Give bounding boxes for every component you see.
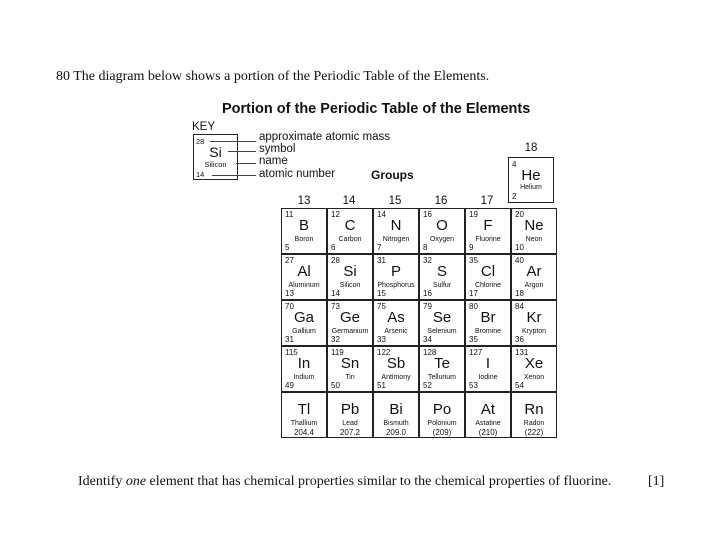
element-cell xyxy=(511,254,557,300)
group-number-18-top: 18 xyxy=(524,142,538,154)
element-cell xyxy=(419,300,465,346)
element-number: (209) xyxy=(432,428,452,437)
element-cell xyxy=(465,300,511,346)
element-name: Polonium xyxy=(427,420,457,427)
element-mass: 11 xyxy=(285,210,294,219)
element-name: Germanium xyxy=(331,328,369,335)
element-symbol: Al xyxy=(297,263,311,280)
element-symbol: Pb xyxy=(340,401,360,418)
element-cell xyxy=(465,208,511,254)
prompt-prefix: Identify xyxy=(78,474,126,489)
element-number: 50 xyxy=(331,381,340,390)
element-number: 9 xyxy=(469,243,474,252)
element-symbol: N xyxy=(390,217,402,234)
element-number: 52 xyxy=(423,381,432,390)
group-number-13: 13 xyxy=(297,195,311,207)
group-number-15: 15 xyxy=(388,195,402,207)
element-cell xyxy=(327,392,373,438)
element-cell xyxy=(327,208,373,254)
element-number: 2 xyxy=(512,192,517,201)
diagram-title: Portion of the Periodic Table of the Elements xyxy=(222,101,531,117)
element-number: 49 xyxy=(285,381,294,390)
element-number: 54 xyxy=(515,381,524,390)
element-name: Selenium xyxy=(427,328,457,335)
element-mass: 32 xyxy=(423,256,432,265)
element-name: Boron xyxy=(294,236,314,243)
element-symbol: Rn xyxy=(524,401,544,418)
group-number-16: 16 xyxy=(434,195,448,207)
element-symbol: Xe xyxy=(524,355,544,372)
element-cell-helium xyxy=(508,157,554,203)
key-leader-name xyxy=(236,163,256,164)
element-name: Indium xyxy=(293,374,315,381)
question-text: 80 The diagram below shows a portion of the Periodic Table of the Elements. xyxy=(56,69,490,84)
element-number: 10 xyxy=(515,243,524,252)
element-name: Krypton xyxy=(521,328,547,335)
key-desc-number: atomic number xyxy=(259,168,336,180)
element-number: 36 xyxy=(515,335,524,344)
element-cell xyxy=(465,346,511,392)
element-number: 15 xyxy=(377,289,386,298)
element-number: 51 xyxy=(377,381,386,390)
element-symbol: Ge xyxy=(339,309,360,326)
key-name: Silicon xyxy=(204,160,227,169)
element-number: 13 xyxy=(285,289,294,298)
element-symbol: I xyxy=(485,355,491,372)
element-mass: 19 xyxy=(469,210,478,219)
element-name: Chlorine xyxy=(474,282,502,289)
element-symbol: Te xyxy=(434,355,450,372)
element-number: 34 xyxy=(423,335,432,344)
element-cell xyxy=(327,254,373,300)
element-cell xyxy=(511,346,557,392)
element-symbol: As xyxy=(387,309,405,326)
element-mass: 127 xyxy=(469,348,483,357)
answer-prompt xyxy=(78,474,611,490)
element-number: 7 xyxy=(377,243,382,252)
element-symbol: B xyxy=(298,217,309,234)
element-symbol: Ga xyxy=(293,309,314,326)
key-leader-symbol xyxy=(228,151,256,152)
element-mass: 73 xyxy=(331,302,340,311)
group-number-14: 14 xyxy=(342,195,356,207)
element-number: 204.4 xyxy=(293,428,315,437)
element-name: Helium xyxy=(520,184,542,191)
element-number: 16 xyxy=(423,289,432,298)
element-number: 209.0 xyxy=(385,428,407,437)
element-mass: 14 xyxy=(377,210,386,219)
element-cell xyxy=(373,346,419,392)
element-symbol: C xyxy=(344,217,356,234)
element-number: 6 xyxy=(331,243,336,252)
key-desc-symbol: symbol xyxy=(259,143,296,155)
element-mass: 122 xyxy=(377,348,391,357)
element-mass: 35 xyxy=(469,256,478,265)
element-symbol: O xyxy=(436,217,448,234)
element-name: Xenon xyxy=(523,374,545,381)
prompt-emphasis: one xyxy=(125,474,147,489)
element-name: Fluorine xyxy=(475,236,501,243)
element-symbol: Ar xyxy=(526,263,542,280)
element-cell xyxy=(511,392,557,438)
element-cell xyxy=(419,392,465,438)
element-cell xyxy=(373,392,419,438)
element-cell xyxy=(327,300,373,346)
element-cell xyxy=(511,300,557,346)
element-name: Oxygen xyxy=(429,236,455,243)
element-mass: 70 xyxy=(285,302,294,311)
element-mass: 28 xyxy=(331,256,340,265)
element-number: 35 xyxy=(469,335,478,344)
element-cell xyxy=(281,346,327,392)
element-symbol: In xyxy=(297,355,311,372)
element-cell xyxy=(281,392,327,438)
groups-label: Groups xyxy=(371,168,414,182)
element-symbol: Cl xyxy=(480,263,496,280)
element-name: Neon xyxy=(525,236,543,243)
element-symbol: Br xyxy=(480,309,496,326)
element-name: Sulfur xyxy=(432,282,452,289)
element-mass: 128 xyxy=(423,348,437,357)
element-symbol: At xyxy=(480,401,496,418)
element-name: Astatine xyxy=(475,420,501,427)
element-symbol: Sn xyxy=(340,355,360,372)
element-symbol: P xyxy=(390,263,401,280)
element-grid xyxy=(281,208,557,438)
element-cell xyxy=(327,346,373,392)
element-name: Thallium xyxy=(290,420,318,427)
element-symbol: S xyxy=(436,263,447,280)
element-name: Bismuth xyxy=(383,420,409,427)
key-desc-mass: approximate atomic mass xyxy=(259,131,391,143)
element-mass: 115 xyxy=(285,348,298,357)
element-number: 14 xyxy=(331,289,340,298)
element-number: (210) xyxy=(478,428,498,437)
element-number: 53 xyxy=(469,381,478,390)
element-symbol: Sb xyxy=(386,355,406,372)
element-cell xyxy=(465,254,511,300)
element-cell xyxy=(373,208,419,254)
element-name: Arsenic xyxy=(384,328,408,335)
element-cell xyxy=(419,208,465,254)
group-number-17: 17 xyxy=(480,195,494,207)
element-symbol: Po xyxy=(432,401,452,418)
element-symbol: F xyxy=(483,217,493,234)
element-number: 18 xyxy=(515,289,524,298)
element-name: Gallium xyxy=(292,328,316,335)
prompt-suffix: element that has chemical properties similar to the chemical properties of fluorine. xyxy=(146,474,612,489)
element-mass: 131 xyxy=(515,348,529,357)
element-symbol: Si xyxy=(343,263,357,280)
element-name: Bromine xyxy=(474,328,502,335)
element-number: 32 xyxy=(331,335,340,344)
element-mass: 75 xyxy=(377,302,386,311)
element-symbol: Ne xyxy=(524,217,544,234)
key-mass: 28 xyxy=(196,137,205,146)
element-name: Carbon xyxy=(338,236,362,243)
point-value: [1] xyxy=(648,474,665,489)
key-label: KEY xyxy=(192,121,216,133)
element-mass: 27 xyxy=(285,256,294,265)
element-name: Radon xyxy=(523,420,545,427)
element-number: 8 xyxy=(423,243,428,252)
element-mass: 16 xyxy=(423,210,432,219)
element-symbol: Tl xyxy=(297,401,311,418)
element-cell xyxy=(281,208,327,254)
element-cell xyxy=(373,300,419,346)
element-name: Tellurium xyxy=(427,374,456,381)
key-desc-name: name xyxy=(259,155,288,167)
element-name: Antimony xyxy=(381,374,411,381)
element-name: Iodine xyxy=(478,374,498,381)
element-cell xyxy=(511,208,557,254)
element-mass: 40 xyxy=(515,256,524,265)
element-cell xyxy=(281,254,327,300)
element-name: Aluminum xyxy=(288,282,320,289)
element-mass: 4 xyxy=(512,160,517,169)
element-cell xyxy=(465,392,511,438)
element-number: (222) xyxy=(524,428,544,437)
key-leader-mass xyxy=(210,141,256,142)
element-symbol: Kr xyxy=(526,309,542,326)
element-mass: 119 xyxy=(331,348,344,357)
element-number: 207.2 xyxy=(339,428,361,437)
element-mass: 20 xyxy=(515,210,524,219)
key-symbol: Si xyxy=(209,144,222,160)
element-cell xyxy=(419,254,465,300)
element-symbol: He xyxy=(521,167,541,184)
element-symbol: Se xyxy=(432,309,452,326)
element-number: 17 xyxy=(469,289,478,298)
element-mass: 80 xyxy=(469,302,478,311)
element-cell xyxy=(281,300,327,346)
element-name: Tin xyxy=(345,374,355,381)
element-mass: 31 xyxy=(377,256,386,265)
element-cell xyxy=(373,254,419,300)
element-mass: 79 xyxy=(423,302,432,311)
element-symbol: Bi xyxy=(389,401,403,418)
element-name: Silicon xyxy=(339,282,361,289)
element-mass: 12 xyxy=(331,210,340,219)
element-mass: 84 xyxy=(515,302,524,311)
element-name: Phosphorus xyxy=(377,282,415,289)
key-number: 14 xyxy=(196,170,205,179)
element-number: 5 xyxy=(285,243,290,252)
element-number: 31 xyxy=(285,335,294,344)
element-name: Nitrogen xyxy=(382,236,410,243)
element-name: Lead xyxy=(342,420,358,427)
element-number: 33 xyxy=(377,335,386,344)
key-leader-number xyxy=(212,175,256,176)
element-name: Argon xyxy=(524,282,544,289)
element-cell xyxy=(419,346,465,392)
